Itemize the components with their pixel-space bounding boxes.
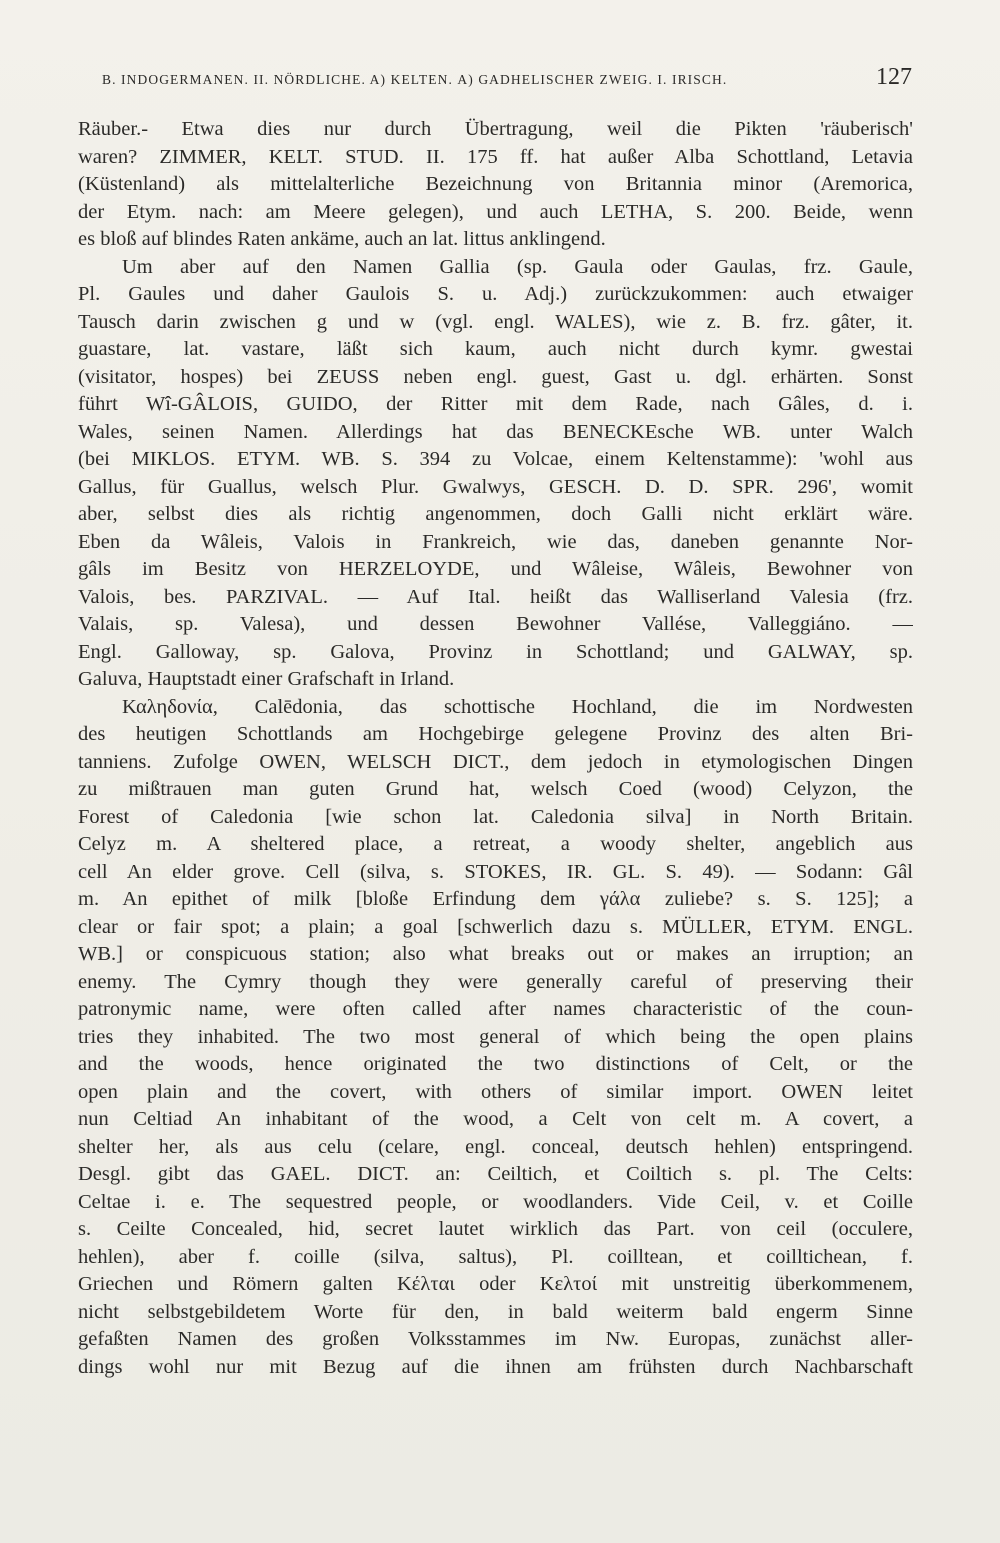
text-line: clear or fair spot; a plain; a goal [schwerlich dazu s. MÜLLER, ETYM. ENGL.: [78, 915, 913, 938]
text-line: (bei MIKLOS. ETYM. WB. S. 394 zu Volcae, einem Keltenstamme): 'wohl aus: [78, 448, 913, 470]
text-line: Räuber.- Etwa dies nur durch Übertragung, weil die Pikten 'räuberisch': [78, 118, 913, 140]
text-line: Desgl. gibt das GAEL. DICT. an: Ceiltich, et Coiltich s. pl. The Celts:: [78, 1163, 913, 1185]
text-line: open plain and the covert, with others of similar import. OWEN leitet: [78, 1080, 913, 1103]
text-line: patronymic name, were often called after names characteristic of the coun-: [78, 998, 913, 1020]
paragraph-first-line: Um aber auf den Namen Gallia (sp. Gaula oder Gaulas, frz. Gaule,: [122, 255, 913, 278]
paragraph-first-line: Καληδονία, Calēdonia, das schottische Hochland, die im Nordwesten: [122, 695, 913, 718]
running-head-text: B. INDOGERMANEN. II. NÖRDLICHE. A) KELTEN. Α) GADHELISCHER ZWEIG. I. IRISCH.: [102, 72, 728, 87]
text-line: führt Wî-GÂLOIS, GUIDO, der Ritter mit dem Rade, nach Gâles, d. i.: [78, 393, 913, 415]
text-line: shelter her, als aus celu (celare, engl. conceal, deutsch hehlen) entspringend.: [78, 1135, 913, 1158]
text-line: Tausch darin zwischen g und w (vgl. engl. WALES), wie z. B. frz. gâter, it.: [78, 310, 913, 333]
text-line: hehlen), aber f. coille (silva, saltus), Pl. coilltean, et coilltichean, f.: [78, 1245, 913, 1268]
text-line: aber, selbst dies als richtig angenommen, doch Galli nicht erklärt wäre.: [78, 503, 913, 525]
text-line: es bloß auf blindes Raten ankäme, auch an lat. littus anklingend.: [78, 228, 606, 250]
text-line: waren? ZIMMER, KELT. STUD. II. 175 ff. hat außer Alba Schottland, Letavia: [78, 145, 913, 168]
text-line: nun Celtiad An inhabitant of the wood, a Celt von celt m. A covert, a: [78, 1108, 913, 1130]
text-line: Eben da Wâleis, Valois in Frankreich, wie das, daneben genannte Nor-: [78, 530, 913, 553]
text-line: der Etym. nach: am Meere gelegen), und auch LETHA, S. 200. Beide, wenn: [78, 200, 913, 223]
text-line: zu mißtrauen man guten Grund hat, welsch Coed (wood) Celyzon, the: [78, 778, 913, 800]
text-line: and the woods, hence originated the two distinctions of Celt, or the: [78, 1053, 913, 1075]
text-line: Pl. Gaules und daher Gaulois S. u. Adj.) zurückzukommen: auch etwaiger: [78, 283, 913, 305]
running-head: [102, 64, 912, 91]
text-line: m. An epithet of milk [bloße Erfindung dem γάλα zuliebe? s. S. 125]; a: [78, 888, 913, 910]
page-number: 127: [876, 64, 912, 90]
text-line: Engl. Galloway, sp. Galova, Provinz in Schottland; und GALWAY, sp.: [78, 640, 913, 663]
text-line: (Küstenland) als mittelalterliche Bezeichnung von Britannia minor (Aremorica,: [78, 173, 913, 195]
text-line: Forest of Caledonia [wie schon lat. Caledonia silva] in North Britain.: [78, 805, 913, 828]
text-line: gâls im Besitz von HERZELOYDE, und Wâleise, Wâleis, Bewohner von: [78, 558, 913, 580]
text-line: Gallus, für Guallus, welsch Plur. Gwalwys, GESCH. D. D. SPR. 296', womit: [78, 475, 913, 498]
text-line: gefaßten Namen des großen Volksstammes im Nw. Europas, zunächst aller-: [78, 1328, 913, 1350]
text-line: s. Ceilte Concealed, hid, secret lautet wirklich das Part. von ceil (occulere,: [78, 1218, 913, 1240]
text-line: Valois, bes. PARZIVAL. — Auf Ital. heißt das Walliserland Valesia (frz.: [78, 585, 913, 608]
text-line: des heutigen Schottlands am Hochgebirge gelegene Provinz des alten Bri-: [78, 723, 913, 745]
text-line: dings wohl nur mit Bezug auf die ihnen am frühsten durch Nachbarschaft: [78, 1355, 913, 1378]
text-line: Wales, seinen Namen. Allerdings hat das BENECKEsche WB. unter Walch: [78, 420, 913, 443]
text-line: tanniens. Zufolge OWEN, WELSCH DICT., dem jedoch in etymologischen Dingen: [78, 750, 913, 773]
text-line: Valais, sp. Valesa), und dessen Bewohner Vallése, Valleggiáno. —: [78, 613, 913, 635]
text-line: Galuva, Hauptstadt einer Grafschaft in Irland.: [78, 668, 455, 690]
text-line: (visitator, hospes) bei ZEUSS neben engl. guest, Gast u. dgl. erhärten. Sonst: [78, 365, 913, 388]
text-line: enemy. The Cymry though they were generally careful of preserving their: [78, 970, 913, 993]
text-line: guastare, lat. vastare, läßt sich kaum, auch nicht durch kymr. gwestai: [78, 338, 913, 360]
text-line: Celtae i. e. The sequestred people, or woodlanders. Vide Ceil, v. et Coille: [78, 1190, 913, 1213]
text-line: cell An elder grove. Cell (silva, s. STOKES, IR. GL. S. 49). — Sodann: Gâl: [78, 860, 913, 883]
text-line: nicht selbstgebildetem Worte für den, in bald weiterm bald engerm Sinne: [78, 1300, 913, 1323]
text-line: Griechen und Römern galten Κέλται oder Κελτοί mit unstreitig überkommenem,: [78, 1273, 913, 1295]
text-line: tries they inhabited. The two most general of which being the open plains: [78, 1025, 913, 1048]
text-line: Celyz m. A sheltered place, a retreat, a woody shelter, angeblich aus: [78, 833, 913, 855]
body-text: [78, 116, 913, 1381]
text-line: WB.] or conspicuous station; also what breaks out or makes an irruption; an: [78, 943, 913, 965]
